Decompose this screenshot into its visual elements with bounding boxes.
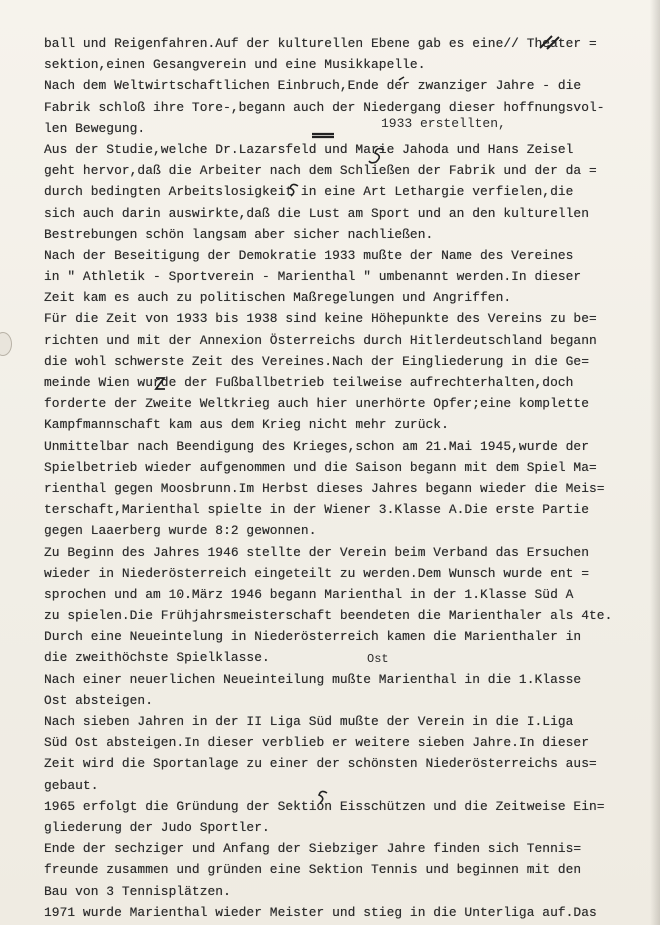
text-line: Zeit kam es auch zu politischen Maßregelungen und Angriffen. bbox=[44, 290, 512, 306]
handwritten-insertion-ost: Ost bbox=[367, 652, 389, 666]
text-line: gebaut. bbox=[44, 777, 99, 793]
text-line: rienthal gegen Moosbrunn.Im Herbst dieses Jahres begann wieder die Meis= bbox=[44, 480, 605, 496]
text-line: 1971 wurde Marienthal wieder Meister und stieg in die Unterliga auf.Das bbox=[44, 904, 597, 920]
text-line: wieder in Niederösterreich eingeteilt zu werden.Dem Wunsch wurde ent = bbox=[44, 565, 589, 581]
text-line: Zu Beginn des Jahres 1946 stellte der Verein beim Verband das Ersuchen bbox=[44, 544, 589, 560]
text-line: Fabrik schloß ihre Tore-,begann auch der Niedergang dieser hoffnungsvol- bbox=[44, 99, 605, 115]
text-line: Für die Zeit von 1933 bis 1938 sind keine Höhepunkte des Vereins zu be= bbox=[44, 311, 597, 327]
text-line: Nach einer neuerlichen Neueinteilung mußte Marienthal in die 1.Klasse bbox=[44, 671, 582, 687]
text-line: meinde Wien wurde der Fußballbetrieb teilweise aufrechterhalten,doch bbox=[44, 375, 574, 390]
text-line: Süd Ost absteigen.In dieser verblieb er weitere sieben Jahre.In dieser bbox=[44, 735, 589, 751]
text-line: Nach der Beseitigung der Demokratie 1933 mußte der Name des Vereines bbox=[44, 247, 574, 263]
text-line: richten und mit der Annexion Österreichs durch Hitlerdeutschland begann bbox=[44, 332, 597, 348]
text-line: freunde zusammen und gründen eine Sektion Tennis und beginnen mit den bbox=[44, 862, 582, 878]
text-line: Zeit wird die Sportanlage zu einer der schönsten Niederösterreichs aus= bbox=[44, 756, 597, 772]
text-line: Aus der Studie,welche Dr.Lazarsfeld und Marie Jahoda und Hans Zeisel bbox=[44, 141, 574, 157]
text-line: Durch eine Neueintelung in Niederösterreich kamen die Marienthaler in bbox=[44, 629, 582, 645]
text-line: gegen Laaerberg wurde 8:2 gewonnen. bbox=[44, 523, 317, 539]
text-line: Kampfmannschaft kam aus dem Krieg nicht mehr zurück. bbox=[44, 417, 449, 433]
punch-hole bbox=[0, 332, 12, 356]
text-line: Ost absteigen. bbox=[44, 692, 153, 708]
text-line: durch bedingten Arbeitslosigkeit in eine Art Lethargie verfielen,die bbox=[44, 184, 574, 200]
text-line: Spielbetrieb wieder aufgenommen und die Saison begann mit dem Spiel Ma= bbox=[44, 459, 597, 475]
text-line: in " Athletik - Sportverein - Marienthal " umbenannt werden.In dieser bbox=[44, 269, 582, 285]
text-line: Ende der sechziger und Anfang der Siebziger Jahre finden sich Tennis= bbox=[44, 841, 582, 857]
text-line: forderte der Zweite Weltkrieg auch hier unerhörte Opfer;eine komplette bbox=[44, 396, 589, 412]
page-edge-shadow bbox=[650, 0, 660, 925]
text-line: Nach dem Weltwirtschaftlichen Einbruch,Ende der zwanziger Jahre - die bbox=[44, 78, 582, 94]
text-line: ball und Reigenfahren.Auf der kulturellen Ebene gab es eine// Theater = bbox=[44, 36, 597, 51]
text-line: die wohl schwerste Zeit des Vereines.Nach der Eingliederung in die Ge= bbox=[44, 353, 589, 369]
text-line: Bau von 3 Tennisplätzen. bbox=[44, 883, 231, 899]
text-line: zu spielen.Die Frühjahrsmeisterschaft beendeten die Marienthaler als 4te. bbox=[44, 608, 613, 624]
text-line: geht hervor,daß die Arbeiter nach dem Schließen der Fabrik und der da = bbox=[44, 163, 597, 179]
text-line: 1965 erfolgt die Gründung der Sektion Eisschützen und die Zeitweise Ein= bbox=[44, 798, 605, 814]
text-line: die zweithöchste Spielklasse. bbox=[44, 650, 270, 666]
text-line: gliederung der Judo Sportler. bbox=[44, 819, 270, 835]
text-line: Nach sieben Jahren in der II Liga Süd mußte der Verein in die I.Liga bbox=[44, 714, 574, 729]
text-line: len Bewegung. bbox=[44, 120, 146, 136]
text-line: sich auch darin auswirkte,daß die Lust am Sport und an den kulturellen bbox=[44, 205, 589, 221]
text-line: Bestrebungen schön langsam aber sicher nachließen. bbox=[44, 226, 434, 242]
text-line: sektion,einen Gesangverein und eine Musikkapelle. bbox=[44, 57, 426, 73]
typed-text-body bbox=[44, 33, 634, 923]
text-line: terschaft,Marienthal spielte in der Wiener 3.Klasse A.Die erste Partie bbox=[44, 502, 589, 518]
handwritten-insertion-1933: 1933 erstellten, bbox=[381, 116, 506, 131]
text-line: Unmittelbar nach Beendigung des Krieges,schon am 21.Mai 1945,wurde der bbox=[44, 438, 589, 454]
text-line: sprochen und am 10.März 1946 begann Marienthal in der 1.Klasse Süd A bbox=[44, 586, 574, 602]
